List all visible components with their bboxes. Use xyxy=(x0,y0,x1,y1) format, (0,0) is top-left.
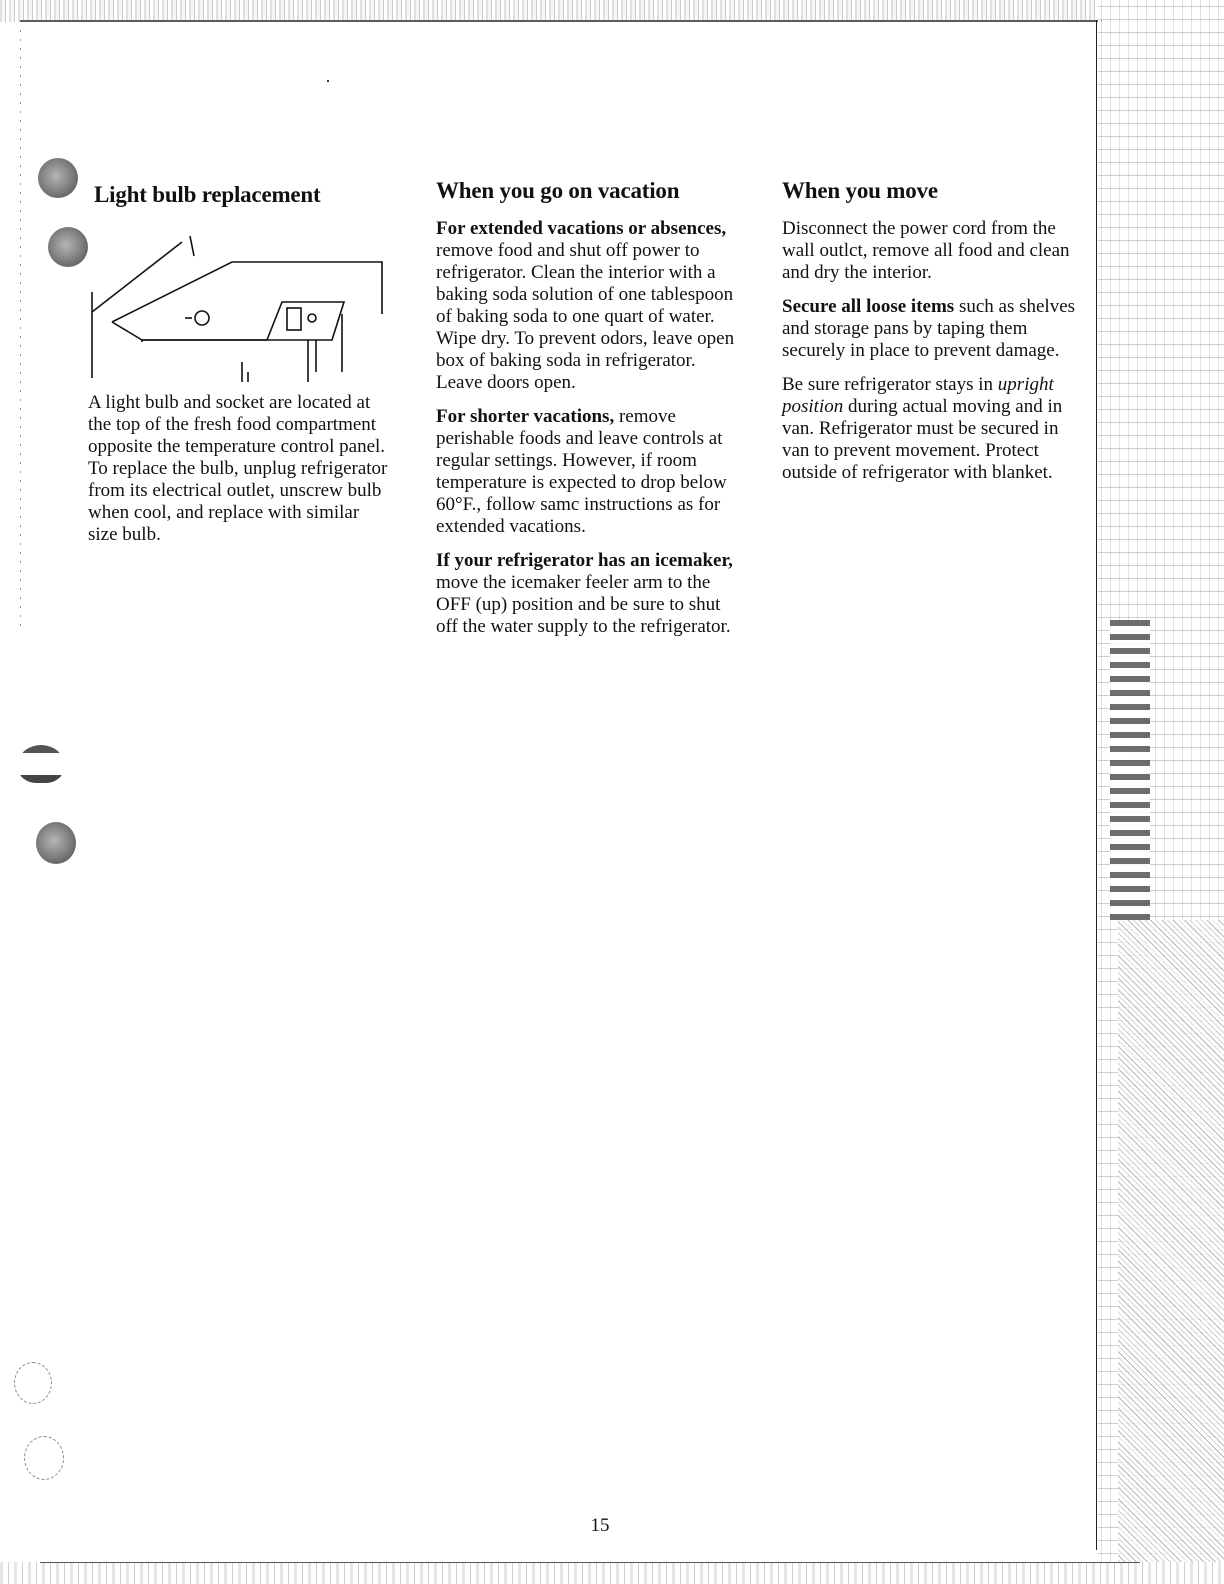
page-number: 15 xyxy=(590,1515,610,1536)
secure-items-paragraph xyxy=(782,296,1082,362)
light-bulb-body: A light bulb and socket are located at the top of the fresh food compartment opposite the temperature control panel. To replace the bulb, unplug refrigerator from its electrical outlet, unscrew bulb when cool, and replace with similar size bulb. xyxy=(88,392,388,545)
extended-vacation-text: remove food and shut off power to refrigerator. Clean the interior with a baking soda solution of one tablespoon of baking soda to one quart of water. Wipe dry. To prevent odors, leave open box of baking soda in refrigerator. Leave doors open. xyxy=(436,240,735,393)
scan-right-strip xyxy=(1098,0,1224,1584)
binder-hole xyxy=(38,158,78,198)
refrigerator-diagram-svg xyxy=(82,222,392,382)
move-paragraph-1: Disconnect the power cord from the wall outlct, remove all food and clean and dry the interior. xyxy=(782,218,1070,283)
light-bulb-heading: Light bulb replacement xyxy=(94,182,321,207)
light-bulb-section xyxy=(88,178,393,558)
shorter-vacation-text: remove perishable foods and leave controls at regular settings. However, if room temperature is expected to drop below 60°F., follow samc instructions as for extended vacations. xyxy=(436,406,727,537)
vacation-heading: When you go on vacation xyxy=(436,178,680,203)
scan-speck xyxy=(327,80,329,82)
icemaker-paragraph xyxy=(436,550,736,638)
scan-bottom-edge xyxy=(0,1562,1224,1584)
move-section xyxy=(782,178,1082,496)
shorter-vacation-lead: For shorter vacations, xyxy=(436,406,615,427)
binder-clip-mark xyxy=(18,745,64,783)
binder-hole xyxy=(36,822,76,864)
upright-post: during actual moving and in van. Refrigerator must be secured in van to prevent movement. Protect outside of refrigerator with blanket. xyxy=(782,396,1063,483)
page-right-border xyxy=(1096,20,1097,1550)
vacation-section xyxy=(436,178,736,650)
move-heading: When you move xyxy=(782,178,938,203)
icemaker-lead: If your refrigerator has an icemaker, xyxy=(436,550,733,571)
upright-emphasis: upright position xyxy=(782,374,1054,417)
extended-vacation-paragraph xyxy=(436,218,736,394)
secure-items-lead: Secure all loose items xyxy=(782,296,955,317)
secure-items-text: such as shelves and storage pans by taping them securely in place to prevent damage. xyxy=(782,296,1076,361)
scan-top-edge xyxy=(0,0,1224,22)
refrigerator-light-bulb-diagram xyxy=(82,222,392,382)
upright-pre: Be sure refrigerator stays in xyxy=(782,374,998,395)
scan-left-margin xyxy=(20,30,21,630)
shorter-vacation-paragraph xyxy=(436,406,736,538)
extended-vacation-lead: For extended vacations or absences, xyxy=(436,218,727,239)
upright-paragraph xyxy=(782,374,1082,484)
binder-hole-faint xyxy=(24,1436,64,1480)
icemaker-text: move the icemaker feeler arm to the OFF (up) position and be sure to shut off the water supply to the refrigerator. xyxy=(436,572,731,637)
binder-hole-faint xyxy=(14,1362,52,1404)
